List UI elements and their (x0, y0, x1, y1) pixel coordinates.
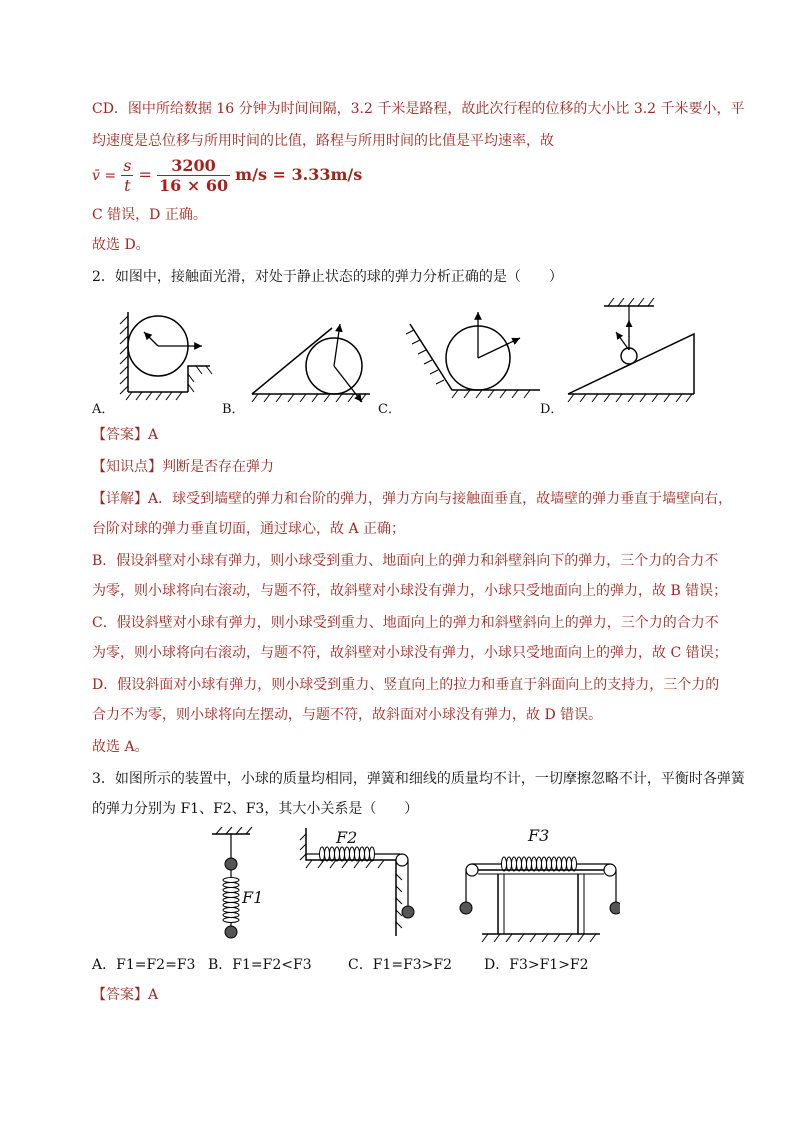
q2-knowledge: 【知识点】判断是否存在弹力 (92, 459, 274, 475)
q3-label-f2: F2 (336, 828, 358, 847)
q2-conclusion: 故选 A。 (92, 739, 149, 755)
q2-detail-6: 为零，则小球将向右滚动，与题不符，故斜壁对小球没有弹力，小球只受地面向上的弹力，故 C 错误； (92, 645, 728, 661)
q2-answer: 【答案】A (92, 427, 159, 443)
q2-detail-4: 为零，则小球将向右滚动，与题不符，故斜壁对小球没有弹力，小球只受地面向上的弹力，故 B 错误； (92, 583, 728, 599)
figure-d (568, 298, 694, 402)
q3-fig-table (460, 857, 620, 942)
q3-option-d: D．F3>F1>F2 (484, 957, 589, 973)
q2-detail-7: D．假设斜面对小球有弹力，则小球受到重力、竖直向上的拉力和垂直于斜面向上的支持力，三个力的 (92, 677, 720, 693)
q2-detail-1: 【详解】A．球受到墙壁的弹力和台阶的弹力，弹力方向与接触面垂直，故墙壁的弹力垂直于墙壁向右， (92, 491, 733, 507)
q3-option-a: A．F1=F2=F3 (92, 957, 196, 973)
formula-frac1-den: t (124, 176, 131, 195)
intro-line-2: 均速度是总位移与所用时间的比值，路程与所用时间的比值是平均速率，故 (92, 133, 554, 149)
formula-lhs: v̄ = (92, 168, 117, 184)
q2-option-c: C． (378, 402, 401, 417)
q2-option-a: A． (92, 402, 115, 417)
q3-stem-1: 3．如图所示的装置中，小球的质量均相同，弹簧和细线的质量均不计，一切摩擦忽略不计，平衡时各弹簧 (92, 771, 745, 787)
q3-label-f3: F3 (528, 826, 550, 845)
formula-frac2-den: 16 × 60 (159, 176, 229, 195)
q2-figures (92, 294, 712, 414)
formula-eq2: = (138, 165, 152, 184)
formula-frac-s-t (121, 156, 133, 195)
formula-rhs: m/s = 3.33m/s (235, 165, 363, 184)
figure-a (120, 312, 212, 400)
formula-frac1-num: s (123, 156, 132, 175)
q2-detail-2: 台阶对球的弹力垂直切面，通过球心，故 A 正确； (92, 521, 406, 537)
figure-b (252, 324, 370, 402)
figure-c (406, 312, 540, 398)
q3-option-b: B．F1=F2<F3 (208, 957, 312, 973)
q3-stem-2: 的弹力分别为 F1、F2、F3，其大小关系是（ ） (92, 801, 419, 817)
q3-figures (200, 824, 620, 944)
q2-detail-3: B．假设斜壁对小球有弹力，则小球受到重力、地面向上的弹力和斜壁斜向下的弹力，三个力的合力不 (92, 553, 719, 569)
q2-stem: 2．如图中，接触面光滑，对处于静止状态的球的弹力分析正确的是（ ） (92, 269, 563, 285)
q2-option-d: D． (540, 402, 564, 417)
formula-frac-numbers (157, 156, 230, 195)
intro-line-1: CD．图中所给数据 16 分钟为时间间隔，3.2 千米是路程，故此次行程的位移的大小比 3.2 千米要小，平 (92, 101, 745, 117)
formula-frac2-num: 3200 (157, 156, 230, 176)
q3-option-c: C．F1=F3>F2 (348, 957, 453, 973)
intro-line-3: C 错误，D 正确。 (92, 207, 207, 223)
q3-answer: 【答案】A (92, 987, 159, 1003)
q2-detail-8: 合力不为零，则小球将向左摆动，与题不符，故斜面对小球没有弹力，故 D 错误。 (92, 707, 603, 723)
q2-option-b: B． (222, 402, 245, 417)
q2-detail-5: C．假设斜壁对小球有弹力，则小球受到重力、地面向上的弹力和斜壁斜向上的弹力，三个力的合力不 (92, 615, 719, 631)
q3-label-f1: F1 (242, 888, 264, 907)
intro-line-4: 故选 D。 (92, 237, 150, 253)
q3-fig-vertical (212, 827, 252, 938)
average-velocity-formula (92, 156, 362, 196)
